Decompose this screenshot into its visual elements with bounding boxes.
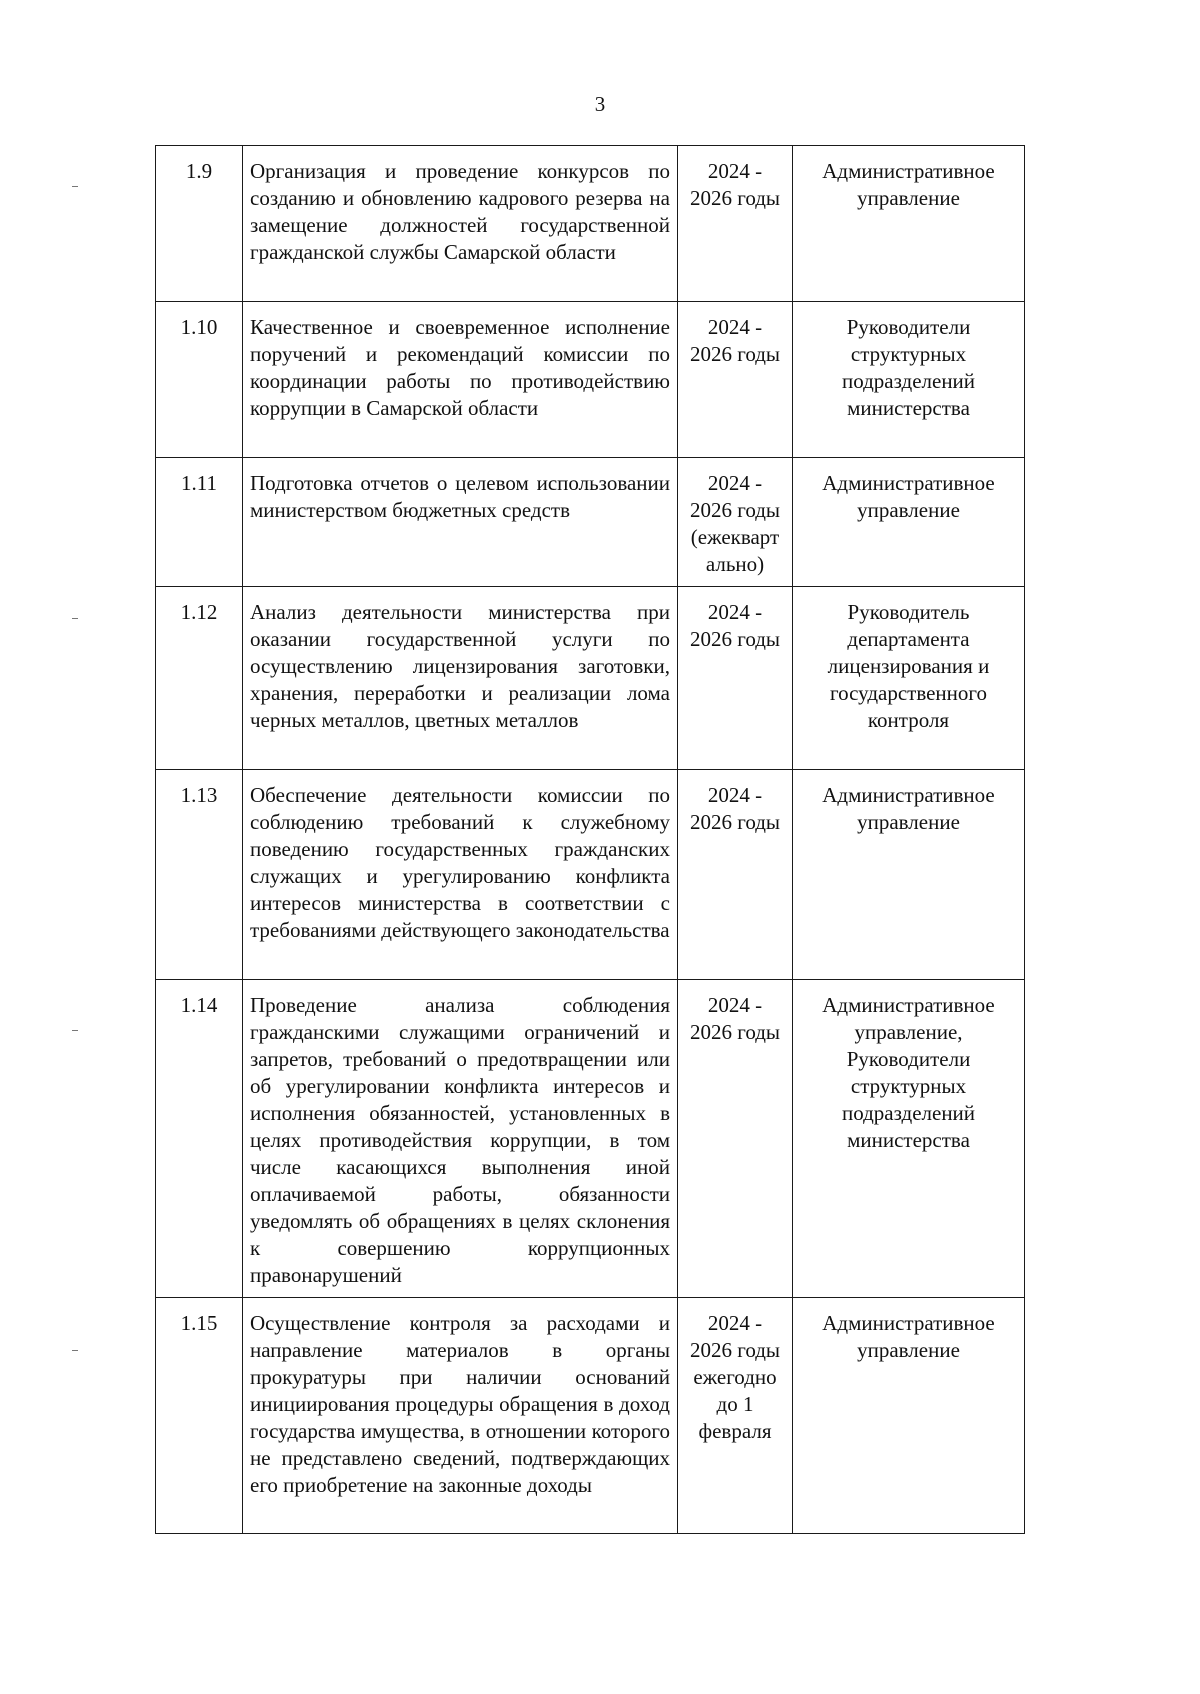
period-line: 2026 годы bbox=[689, 342, 781, 366]
table-row bbox=[156, 1298, 1025, 1534]
table-row bbox=[156, 302, 1025, 458]
period-line: 2024 - bbox=[707, 783, 763, 807]
responsible-line: Административное bbox=[822, 993, 995, 1017]
item-period bbox=[678, 1298, 793, 1534]
responsible-line: Административное bbox=[822, 1311, 995, 1335]
item-period bbox=[678, 458, 793, 587]
item-period bbox=[678, 980, 793, 1298]
item-responsible bbox=[793, 587, 1025, 770]
period-line: 2024 - bbox=[707, 159, 763, 183]
item-responsible bbox=[793, 770, 1025, 980]
period-line: 2026 годы bbox=[689, 810, 781, 834]
item-responsible bbox=[793, 146, 1025, 302]
item-number: 1.14 bbox=[156, 980, 243, 1298]
scan-mark bbox=[72, 1030, 78, 1031]
period-line: февраля bbox=[698, 1419, 772, 1443]
item-description: Осуществление контроля за расходами и направление материалов в органы прокуратуры при наличии оснований инициирования процедуры обращения в доход государства имущества, в отношении которого не представлено сведений, подтверждающих его приобретение на законные доходы bbox=[243, 1298, 678, 1534]
responsible-line: управление bbox=[857, 186, 960, 210]
period-line: 2026 годы bbox=[689, 1338, 781, 1362]
action-plan-table bbox=[155, 145, 1025, 1534]
period-line: (ежекварт bbox=[690, 525, 780, 549]
table-row bbox=[156, 146, 1025, 302]
item-period bbox=[678, 302, 793, 458]
item-responsible bbox=[793, 458, 1025, 587]
item-description: Качественное и своевременное исполнение поручений и рекомендаций комиссии по координации работы по противодействию коррупции в Самарской области bbox=[243, 302, 678, 458]
responsible-line: подразделений bbox=[841, 1101, 976, 1125]
responsible-line: структурных bbox=[850, 1074, 967, 1098]
page-number: 3 bbox=[594, 92, 606, 116]
item-number: 1.10 bbox=[156, 302, 243, 458]
item-responsible bbox=[793, 1298, 1025, 1534]
item-description: Организация и проведение конкурсов по созданию и обновлению кадрового резерва на замещение должностей государственной гражданской службы Самарской области bbox=[243, 146, 678, 302]
table-row bbox=[156, 587, 1025, 770]
responsible-line: управление, bbox=[854, 1020, 963, 1044]
responsible-line: департамента bbox=[847, 627, 970, 651]
responsible-line: контроля bbox=[867, 708, 950, 732]
responsible-line: министерства bbox=[847, 1128, 970, 1152]
item-responsible bbox=[793, 980, 1025, 1298]
item-period bbox=[678, 587, 793, 770]
responsible-line: Административное bbox=[822, 159, 995, 183]
item-period bbox=[678, 146, 793, 302]
item-description: Анализ деятельности министерства при оказании государственной услуги по осуществлению лицензирования заготовки, хранения, переработки и реализации лома черных металлов, цветных металлов bbox=[243, 587, 678, 770]
item-number: 1.13 bbox=[156, 770, 243, 980]
period-line: до 1 bbox=[716, 1392, 754, 1416]
period-line: ально) bbox=[705, 552, 765, 576]
period-line: 2024 - bbox=[707, 600, 763, 624]
period-line: 2026 годы bbox=[689, 498, 781, 522]
period-line: 2024 - bbox=[707, 315, 763, 339]
responsible-line: структурных bbox=[850, 342, 967, 366]
scan-mark bbox=[72, 186, 78, 187]
item-number: 1.12 bbox=[156, 587, 243, 770]
item-description: Проведение анализа соблюдения гражданскими служащими ограничений и запретов, требований о предотвращении или об урегулировании конфликта интересов и исполнения обязанностей, установленных в целях противодействия коррупции, в том числе касающихся выполнения иной оплачиваемой работы, обязанности уведомлять об обращениях в целях склонения к совершению коррупционных правонарушений bbox=[243, 980, 678, 1298]
responsible-line: министерства bbox=[847, 396, 970, 420]
period-line: 2026 годы bbox=[689, 186, 781, 210]
period-line: 2024 - bbox=[707, 471, 763, 495]
item-description: Подготовка отчетов о целевом использовании министерством бюджетных средств bbox=[243, 458, 678, 587]
responsible-line: лицензирования и bbox=[827, 654, 990, 678]
responsible-line: управление bbox=[857, 810, 960, 834]
period-line: ежегодно bbox=[693, 1365, 777, 1389]
period-line: 2026 годы bbox=[689, 627, 781, 651]
responsible-line: Руководители bbox=[846, 315, 971, 339]
table-row bbox=[156, 770, 1025, 980]
item-number: 1.11 bbox=[156, 458, 243, 587]
scan-mark bbox=[72, 618, 78, 619]
item-number: 1.15 bbox=[156, 1298, 243, 1534]
scan-mark bbox=[72, 1350, 78, 1351]
responsible-line: подразделений bbox=[841, 369, 976, 393]
period-line: 2024 - bbox=[707, 993, 763, 1017]
item-responsible bbox=[793, 302, 1025, 458]
period-line: 2026 годы bbox=[689, 1020, 781, 1044]
responsible-line: Административное bbox=[822, 783, 995, 807]
period-line: 2024 - bbox=[707, 1311, 763, 1335]
responsible-line: управление bbox=[857, 498, 960, 522]
responsible-line: управление bbox=[857, 1338, 960, 1362]
responsible-line: государственного bbox=[829, 681, 988, 705]
item-period bbox=[678, 770, 793, 980]
responsible-line: Административное bbox=[822, 471, 995, 495]
table-row bbox=[156, 980, 1025, 1298]
item-number: 1.9 bbox=[156, 146, 243, 302]
responsible-line: Руководители bbox=[846, 1047, 971, 1071]
table-row bbox=[156, 458, 1025, 587]
responsible-line: Руководитель bbox=[847, 600, 970, 624]
item-description: Обеспечение деятельности комиссии по соблюдению требований к служебному поведению государственных гражданских служащих и урегулированию конфликта интересов министерства в соответствии с требованиями действующего законодательства bbox=[243, 770, 678, 980]
